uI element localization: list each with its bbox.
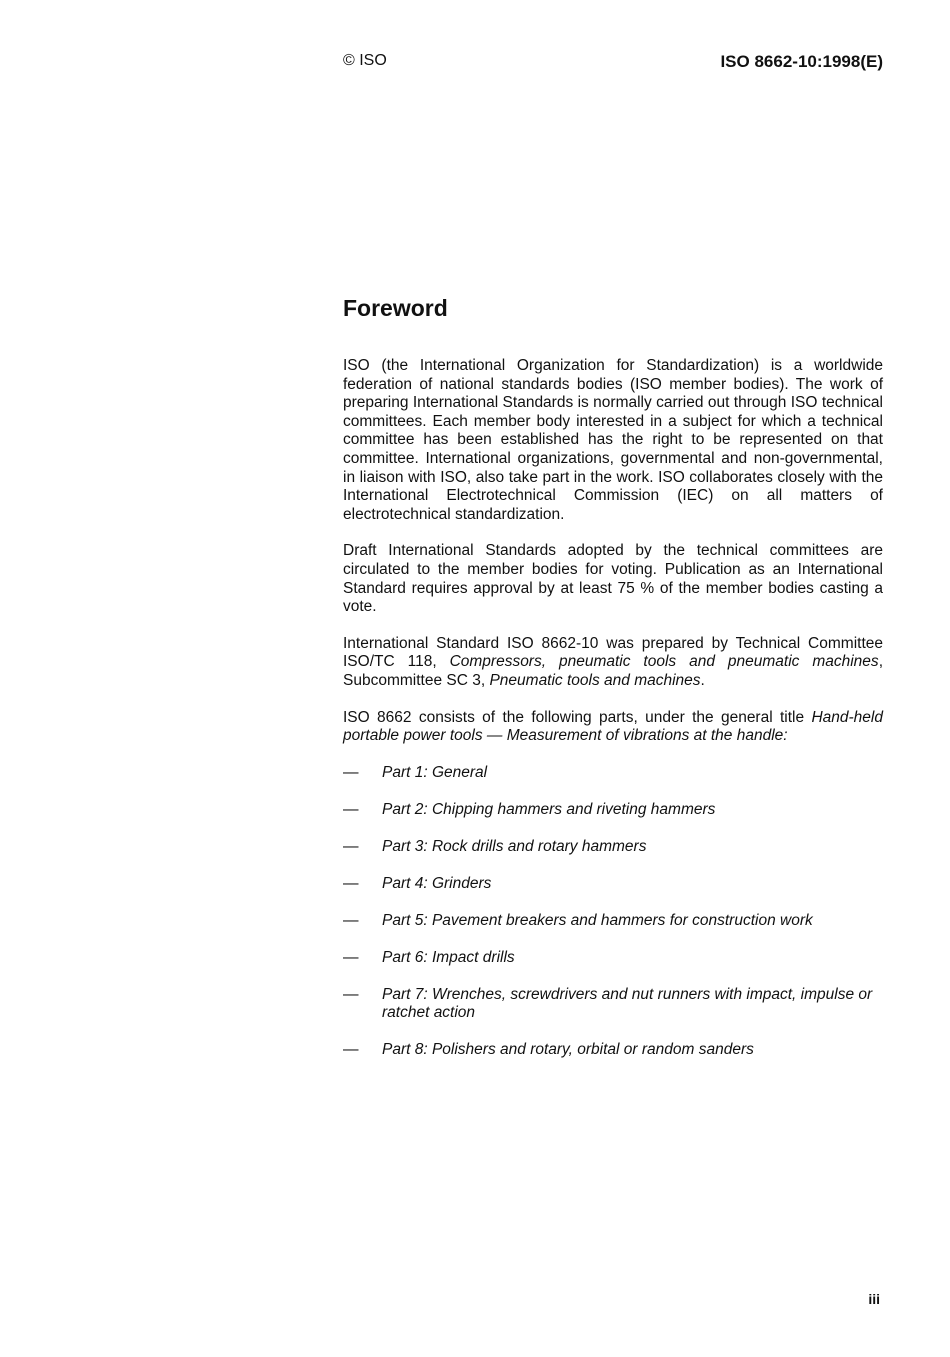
foreword-paragraph-drafts: Draft International Standards adopted by the technical committees are circulated to the member bodies for voting. Publication as an International Standard requires approval by at least 75 % of the member bodies casting a vote. [343, 542, 883, 616]
part-2-label: Part 2: Chipping hammers and riveting hammers [382, 800, 716, 818]
parts-lead: ISO 8662 consists of the following parts, under the general title [343, 708, 812, 726]
list-item [343, 949, 883, 968]
list-dash: — [343, 763, 359, 781]
foreword-paragraph-parts [343, 709, 883, 746]
copyright-notice: © ISO [343, 52, 387, 69]
part-5-label: Part 5: Pavement breakers and hammers for construction work [382, 911, 813, 929]
foreword-section [343, 293, 883, 1078]
list-dash: — [343, 1041, 359, 1059]
foreword-paragraph-iso: ISO (the International Organization for Standardization) is a worldwide federation of national standards bodies (ISO member bodies). The work of preparing International Standards is normally carried out through ISO technical committees. Each member body interested in a subject for which a technical committee has been established has the right to be represented on that committee. International organizations, governmental and non-governmental, in liaison with ISO, also take part in the work. ISO collaborates closely with the International Electrotechnical Commission (IEC) on all matters of electrotechnical standardization. [343, 357, 883, 523]
preparation-end: . [700, 671, 705, 689]
page-number: iii [868, 1291, 880, 1307]
list-dash: — [343, 948, 359, 966]
foreword-title: Foreword [343, 295, 448, 321]
list-item [343, 801, 883, 820]
foreword-paragraph-preparation [343, 635, 883, 691]
subcommittee-title: Pneumatic tools and machines [489, 671, 701, 689]
general-title: Hand-held portable power tools — Measurement of vibrations at the handle: [343, 708, 883, 745]
preparation-lead: International Standard ISO 8662-10 was prepared by Technical Committee ISO/TC 118, [343, 634, 883, 671]
list-dash: — [343, 911, 359, 929]
list-item [343, 764, 883, 783]
list-dash: — [343, 837, 359, 855]
document-identifier: ISO 8662-10:1998(E) [720, 52, 883, 71]
list-item [343, 875, 883, 894]
list-item [343, 986, 883, 1023]
committee-title: Compressors, pneumatic tools and pneumatic machines [449, 653, 879, 671]
part-8-label: Part 8: Polishers and rotary, orbital or random sanders [382, 1041, 754, 1059]
parts-list [343, 764, 883, 1060]
part-1-label: Part 1: General [382, 763, 488, 781]
list-item [343, 1041, 883, 1060]
list-dash: — [343, 874, 359, 892]
part-3-label: Part 3: Rock drills and rotary hammers [382, 837, 647, 855]
list-item [343, 838, 883, 857]
list-dash: — [343, 985, 359, 1003]
list-dash: — [343, 800, 359, 818]
part-7-label: Part 7: Wrenches, screwdrivers and nut runners with impact, impulse or ratchet action [382, 985, 873, 1022]
part-6-label: Part 6: Impact drills [382, 948, 515, 966]
list-item [343, 912, 883, 931]
part-4-label: Part 4: Grinders [382, 874, 492, 892]
preparation-middle: , Subcommittee SC 3, [343, 653, 883, 689]
